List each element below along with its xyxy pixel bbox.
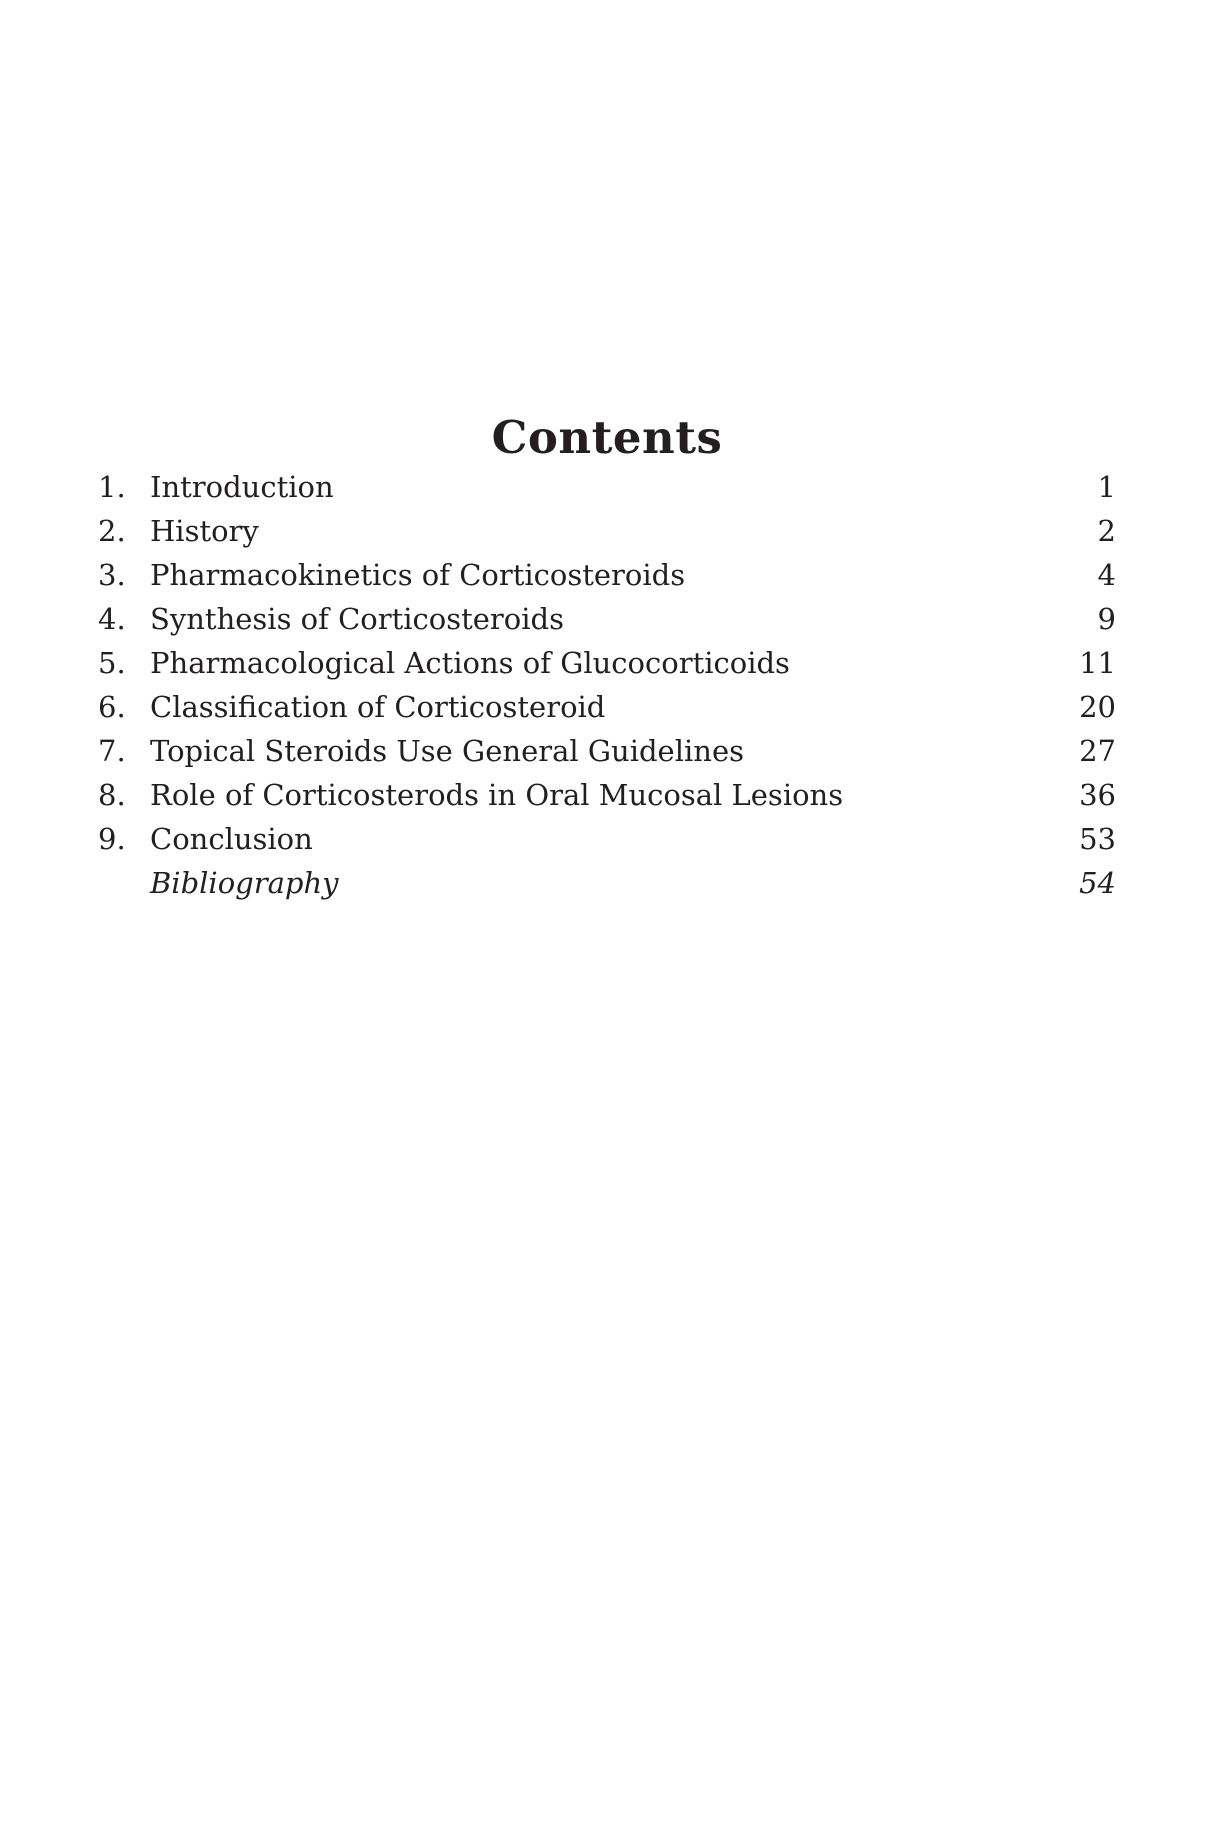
toc-entry-topical-steroids [98, 729, 1116, 773]
toc-entry-number: 3. [98, 558, 126, 592]
toc-entry-number: 5. [98, 646, 126, 680]
toc-entry-page: 1 [1097, 470, 1116, 504]
toc-entry-pharmacokinetics [98, 553, 1116, 597]
toc-entry-history [98, 509, 1116, 553]
toc-entry-title: Conclusion [150, 822, 313, 856]
toc-entry-oral-mucosal-lesions [98, 773, 1116, 817]
toc-entry-title: Classification of Corticosteroid [150, 690, 606, 724]
toc-entry-number: 2. [98, 514, 126, 548]
toc-entry-page: 9 [1097, 602, 1116, 636]
toc-entry-conclusion [98, 817, 1116, 861]
toc-entry-number: 9. [98, 822, 126, 856]
toc-entry-number: 8. [98, 778, 126, 812]
toc-entry-classification [98, 685, 1116, 729]
toc-entry-page: 20 [1079, 690, 1116, 724]
toc-entry-page: 54 [1079, 866, 1116, 900]
toc-entry-number: 6. [98, 690, 126, 724]
page-title: Contents [491, 411, 723, 465]
toc-entry-number: 4. [98, 602, 126, 636]
toc-entry-bibliography [98, 861, 1116, 905]
table-of-contents [98, 465, 1116, 905]
toc-entry-title: Pharmacokinetics of Corticosteroids [150, 558, 686, 592]
toc-entry-page: 2 [1097, 514, 1116, 548]
toc-entry-title: Synthesis of Corticosteroids [150, 602, 564, 636]
toc-entry-synthesis [98, 597, 1116, 641]
toc-entry-page: 27 [1079, 734, 1116, 768]
toc-entry-page: 36 [1079, 778, 1116, 812]
toc-entry-number: 1. [98, 470, 126, 504]
toc-entry-title: History [150, 514, 259, 548]
toc-entry-title: Role of Corticosterods in Oral Mucosal Lesions [150, 778, 844, 812]
toc-entry-title: Topical Steroids Use General Guidelines [150, 734, 744, 768]
toc-entry-pharmacological-actions [98, 641, 1116, 685]
toc-entry-title: Pharmacological Actions of Glucocorticoids [150, 646, 790, 680]
toc-entry-number: 7. [98, 734, 126, 768]
toc-entry-introduction [98, 465, 1116, 509]
toc-entry-page: 53 [1079, 822, 1116, 856]
toc-entry-title: Bibliography [150, 866, 339, 900]
toc-entry-page: 4 [1097, 558, 1116, 592]
toc-entry-title: Introduction [150, 470, 334, 504]
toc-entry-page: 11 [1079, 646, 1116, 680]
